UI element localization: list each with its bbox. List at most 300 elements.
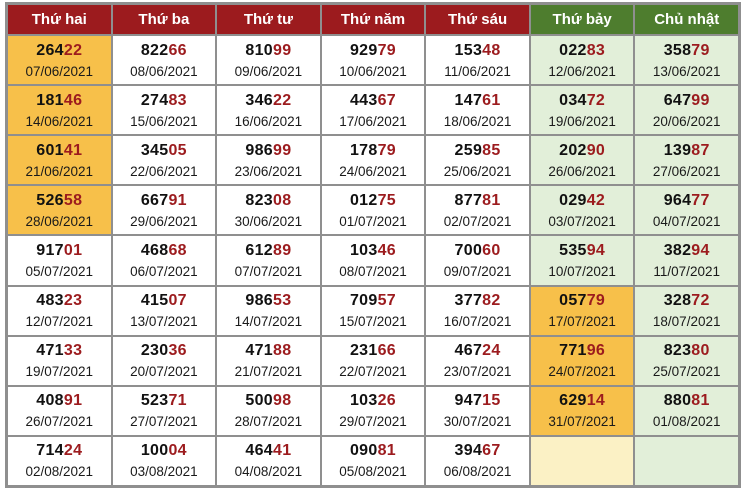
result-number — [36, 242, 82, 260]
result-date: 12/06/2021 — [548, 63, 616, 79]
number-head: 259 — [454, 141, 483, 159]
result-date: 12/07/2021 — [25, 314, 94, 330]
result-date: 05/07/2021 — [25, 263, 94, 279]
number-head: 377 — [454, 292, 483, 310]
result-number — [664, 142, 710, 160]
empty-cell — [635, 437, 738, 485]
result-number — [350, 392, 396, 410]
result-cell — [426, 437, 529, 485]
result-date: 19/06/2021 — [548, 113, 616, 129]
number-tail: 79 — [377, 41, 396, 59]
header-wed: Thứ tư — [217, 5, 320, 34]
number-head: 771 — [559, 342, 587, 360]
result-date: 08/07/2021 — [339, 263, 407, 279]
result-cell — [8, 236, 111, 284]
number-tail: 61 — [482, 91, 501, 109]
number-tail: 04 — [168, 442, 187, 460]
number-tail: 79 — [377, 141, 396, 159]
number-tail: 58 — [63, 191, 83, 209]
result-date: 01/07/2021 — [339, 213, 407, 229]
number-tail: 22 — [63, 41, 83, 59]
result-number — [664, 292, 710, 310]
number-head: 947 — [454, 392, 483, 410]
result-number — [559, 242, 605, 260]
result-number — [664, 42, 710, 60]
result-number — [141, 292, 187, 310]
number-head: 153 — [454, 41, 483, 59]
number-tail: 67 — [482, 442, 501, 460]
result-cell — [217, 86, 320, 134]
result-date: 02/07/2021 — [443, 213, 512, 229]
result-date: 10/07/2021 — [548, 263, 616, 279]
result-cell-highlighted — [531, 337, 634, 385]
result-date: 19/07/2021 — [25, 364, 94, 380]
result-cell — [635, 186, 738, 234]
number-tail: 99 — [691, 91, 710, 109]
result-cell — [531, 186, 634, 234]
number-tail: 79 — [691, 41, 710, 59]
result-date: 11/06/2021 — [444, 63, 511, 79]
result-number — [141, 342, 187, 360]
number-tail: 24 — [482, 342, 501, 360]
number-tail: 94 — [586, 241, 606, 259]
result-date: 25/07/2021 — [652, 364, 721, 380]
result-date: 07/06/2021 — [25, 63, 94, 79]
result-number — [455, 392, 501, 410]
number-head: 667 — [140, 191, 169, 209]
number-tail: 48 — [482, 41, 501, 59]
result-cell — [217, 236, 320, 284]
number-head: 057 — [559, 292, 587, 310]
number-head: 382 — [663, 241, 692, 259]
result-number — [245, 292, 291, 310]
number-head: 986 — [245, 292, 274, 310]
result-number — [455, 192, 501, 210]
result-number — [455, 442, 501, 460]
result-cell — [635, 136, 738, 184]
result-number — [455, 142, 501, 160]
result-number — [559, 142, 605, 160]
number-tail: 72 — [586, 91, 606, 109]
number-tail: 24 — [63, 442, 83, 460]
result-cell — [217, 387, 320, 435]
result-date: 10/06/2021 — [339, 63, 407, 79]
number-tail: 89 — [273, 241, 292, 259]
result-cell — [113, 136, 216, 184]
number-head: 467 — [454, 342, 483, 360]
number-tail: 87 — [691, 141, 710, 159]
number-head: 526 — [36, 191, 64, 209]
result-number — [36, 92, 82, 110]
result-number — [455, 342, 501, 360]
number-tail: 41 — [63, 141, 83, 159]
result-cell — [322, 136, 425, 184]
result-number — [664, 342, 710, 360]
number-tail: 53 — [273, 292, 292, 310]
number-head: 202 — [559, 141, 587, 159]
empty-cell — [531, 437, 634, 485]
number-head: 264 — [36, 41, 64, 59]
result-number — [141, 442, 187, 460]
result-cell — [426, 86, 529, 134]
result-date: 29/06/2021 — [130, 213, 198, 229]
header-fri: Thứ sáu — [426, 5, 529, 34]
result-cell — [531, 136, 634, 184]
number-tail: 91 — [168, 191, 187, 209]
result-date: 09/06/2021 — [234, 63, 303, 79]
result-cell — [635, 387, 738, 435]
result-date: 18/07/2021 — [652, 314, 721, 330]
result-date: 06/07/2021 — [130, 263, 198, 279]
result-number — [664, 242, 710, 260]
results-calendar-table — [5, 2, 741, 488]
result-date: 18/06/2021 — [443, 113, 512, 129]
number-head: 714 — [36, 442, 64, 460]
number-head: 443 — [349, 91, 378, 109]
number-tail: 75 — [377, 191, 396, 209]
number-head: 139 — [663, 141, 692, 159]
number-head: 178 — [349, 141, 378, 159]
result-cell — [322, 86, 425, 134]
result-number — [36, 42, 82, 60]
result-cell — [8, 387, 111, 435]
result-cell — [113, 86, 216, 134]
result-cell — [322, 186, 425, 234]
result-cell — [531, 36, 634, 84]
result-cell — [426, 36, 529, 84]
number-head: 647 — [663, 91, 692, 109]
number-head: 823 — [663, 342, 692, 360]
header-sun: Chủ nhật — [635, 5, 738, 34]
number-tail: 23 — [63, 292, 83, 310]
result-number — [36, 392, 82, 410]
result-cell — [217, 437, 320, 485]
number-tail: 71 — [168, 392, 187, 410]
result-date: 03/07/2021 — [548, 213, 616, 229]
number-head: 181 — [36, 91, 64, 109]
result-number — [141, 142, 187, 160]
result-date: 23/07/2021 — [443, 364, 512, 380]
number-head: 103 — [349, 392, 378, 410]
result-number — [455, 242, 501, 260]
number-tail: 42 — [586, 191, 606, 209]
number-head: 535 — [559, 241, 587, 259]
number-tail: 07 — [168, 292, 187, 310]
result-number — [664, 92, 710, 110]
result-cell — [426, 337, 529, 385]
number-head: 823 — [245, 191, 274, 209]
number-head: 022 — [559, 41, 587, 59]
number-tail: 05 — [168, 141, 187, 159]
number-tail: 88 — [273, 342, 292, 360]
result-number — [664, 392, 710, 410]
number-tail: 81 — [691, 392, 710, 410]
result-number — [664, 192, 710, 210]
number-tail: 33 — [63, 342, 83, 360]
number-tail: 82 — [482, 292, 501, 310]
result-number — [245, 242, 291, 260]
number-head: 147 — [454, 91, 483, 109]
result-date: 30/06/2021 — [234, 213, 303, 229]
result-date: 15/06/2021 — [130, 113, 198, 129]
number-tail: 60 — [482, 241, 501, 259]
number-head: 464 — [245, 442, 274, 460]
result-date: 22/07/2021 — [339, 364, 407, 380]
result-number — [350, 242, 396, 260]
number-head: 230 — [140, 342, 169, 360]
number-tail: 66 — [168, 41, 187, 59]
result-date: 01/08/2021 — [652, 414, 721, 430]
result-number — [455, 42, 501, 60]
result-cell — [113, 236, 216, 284]
result-cell — [8, 437, 111, 485]
number-tail: 14 — [586, 392, 606, 410]
number-tail: 36 — [168, 342, 187, 360]
number-head: 328 — [663, 292, 692, 310]
result-number — [455, 292, 501, 310]
number-head: 612 — [245, 241, 274, 259]
number-head: 917 — [36, 241, 64, 259]
result-cell — [322, 337, 425, 385]
result-cell — [322, 387, 425, 435]
result-date: 04/08/2021 — [234, 464, 303, 480]
result-date: 14/07/2021 — [234, 314, 303, 330]
result-number — [141, 42, 187, 60]
number-tail: 01 — [63, 241, 83, 259]
result-number — [350, 292, 396, 310]
number-tail: 83 — [168, 91, 187, 109]
result-date: 27/07/2021 — [130, 414, 198, 430]
result-date: 29/07/2021 — [339, 414, 407, 430]
number-head: 345 — [140, 141, 169, 159]
result-cell — [113, 437, 216, 485]
number-tail: 77 — [691, 191, 710, 209]
number-tail: 72 — [691, 292, 710, 310]
result-number — [36, 192, 82, 210]
number-head: 709 — [349, 292, 378, 310]
result-date: 24/06/2021 — [339, 163, 407, 179]
number-head: 700 — [454, 241, 483, 259]
number-head: 394 — [454, 442, 483, 460]
number-tail: 67 — [377, 91, 396, 109]
number-tail: 80 — [691, 342, 710, 360]
result-date: 28/06/2021 — [25, 213, 94, 229]
result-number — [245, 142, 291, 160]
result-number — [559, 392, 605, 410]
result-cell — [8, 287, 111, 335]
number-head: 822 — [140, 41, 169, 59]
result-cell — [635, 86, 738, 134]
number-head: 408 — [36, 392, 64, 410]
number-head: 100 — [140, 442, 169, 460]
number-tail: 68 — [168, 241, 187, 259]
result-date: 20/07/2021 — [130, 364, 198, 380]
result-date: 28/07/2021 — [234, 414, 303, 430]
number-tail: 66 — [377, 342, 396, 360]
result-cell — [531, 86, 634, 134]
result-date: 17/06/2021 — [339, 113, 407, 129]
result-cell-highlighted — [8, 86, 111, 134]
result-number — [350, 442, 396, 460]
number-tail: 57 — [377, 292, 396, 310]
result-cell — [322, 437, 425, 485]
number-tail: 41 — [273, 442, 292, 460]
header-thu: Thứ năm — [322, 5, 425, 34]
result-cell — [8, 337, 111, 385]
number-head: 012 — [349, 191, 378, 209]
result-date: 20/06/2021 — [652, 113, 721, 129]
result-number — [141, 392, 187, 410]
result-number — [245, 192, 291, 210]
result-cell-highlighted — [8, 186, 111, 234]
result-number — [245, 42, 291, 60]
result-number — [559, 342, 605, 360]
number-tail: 46 — [377, 241, 396, 259]
result-cell — [426, 236, 529, 284]
result-cell — [635, 36, 738, 84]
result-cell — [426, 186, 529, 234]
number-head: 090 — [349, 442, 378, 460]
result-date: 31/07/2021 — [548, 414, 616, 430]
result-number — [36, 342, 82, 360]
result-date: 04/07/2021 — [652, 213, 721, 229]
result-number — [350, 42, 396, 60]
result-date: 24/07/2021 — [548, 364, 616, 380]
result-number — [559, 292, 605, 310]
result-cell — [113, 186, 216, 234]
number-head: 468 — [140, 241, 169, 259]
result-number — [141, 242, 187, 260]
result-cell — [322, 36, 425, 84]
result-date: 13/07/2021 — [130, 314, 198, 330]
result-number — [350, 192, 396, 210]
result-number — [36, 292, 82, 310]
result-date: 08/06/2021 — [130, 63, 198, 79]
result-date: 23/06/2021 — [234, 163, 303, 179]
number-head: 880 — [663, 392, 692, 410]
result-cell — [635, 337, 738, 385]
result-cell — [426, 287, 529, 335]
result-date: 05/08/2021 — [339, 464, 407, 480]
number-head: 523 — [140, 392, 169, 410]
result-date: 26/07/2021 — [25, 414, 94, 430]
number-head: 483 — [36, 292, 64, 310]
result-date: 21/06/2021 — [25, 163, 94, 179]
result-date: 16/06/2021 — [234, 113, 303, 129]
number-tail: 46 — [63, 91, 83, 109]
result-number — [559, 92, 605, 110]
number-head: 929 — [349, 41, 378, 59]
result-cell — [113, 337, 216, 385]
result-number — [245, 442, 291, 460]
number-tail: 79 — [586, 292, 606, 310]
result-number — [350, 142, 396, 160]
number-tail: 96 — [586, 342, 606, 360]
result-number — [245, 342, 291, 360]
result-date: 03/08/2021 — [130, 464, 198, 480]
result-cell — [113, 287, 216, 335]
result-number — [141, 92, 187, 110]
result-cell — [217, 337, 320, 385]
number-head: 346 — [245, 91, 274, 109]
result-number — [245, 92, 291, 110]
result-number — [559, 192, 605, 210]
result-cell — [217, 186, 320, 234]
number-head: 415 — [140, 292, 169, 310]
number-tail: 26 — [377, 392, 396, 410]
result-date: 17/07/2021 — [548, 314, 616, 330]
result-date: 06/08/2021 — [443, 464, 512, 480]
result-cell — [531, 236, 634, 284]
result-cell — [113, 36, 216, 84]
number-tail: 08 — [273, 191, 292, 209]
number-head: 103 — [349, 241, 378, 259]
number-tail: 94 — [691, 241, 710, 259]
number-head: 601 — [36, 141, 64, 159]
result-cell — [426, 136, 529, 184]
number-head: 964 — [663, 191, 692, 209]
number-head: 034 — [559, 91, 587, 109]
result-date: 13/06/2021 — [652, 63, 721, 79]
result-date: 02/08/2021 — [25, 464, 94, 480]
result-date: 21/07/2021 — [234, 364, 303, 380]
number-tail: 15 — [482, 392, 501, 410]
number-tail: 98 — [273, 392, 292, 410]
result-date: 30/07/2021 — [443, 414, 512, 430]
result-date: 27/06/2021 — [652, 163, 721, 179]
result-number — [559, 42, 605, 60]
result-date: 09/07/2021 — [443, 263, 512, 279]
result-number — [245, 392, 291, 410]
header-mon: Thứ hai — [8, 5, 111, 34]
result-cell — [113, 387, 216, 435]
result-cell-highlighted — [531, 387, 634, 435]
result-cell — [426, 387, 529, 435]
number-head: 810 — [245, 41, 274, 59]
number-tail: 90 — [586, 141, 606, 159]
result-number — [36, 442, 82, 460]
result-number — [350, 342, 396, 360]
result-date: 26/06/2021 — [548, 163, 616, 179]
number-tail: 99 — [273, 141, 292, 159]
number-head: 029 — [559, 191, 587, 209]
number-head: 358 — [663, 41, 692, 59]
number-tail: 99 — [273, 41, 292, 59]
number-head: 877 — [454, 191, 483, 209]
number-tail: 81 — [482, 191, 501, 209]
result-cell-highlighted — [8, 36, 111, 84]
result-cell — [635, 236, 738, 284]
result-cell — [217, 36, 320, 84]
result-cell-highlighted — [531, 287, 634, 335]
result-cell — [322, 236, 425, 284]
number-head: 274 — [140, 91, 169, 109]
result-number — [141, 192, 187, 210]
result-cell — [635, 287, 738, 335]
number-tail: 22 — [273, 91, 292, 109]
number-head: 986 — [245, 141, 274, 159]
result-date: 15/07/2021 — [339, 314, 407, 330]
result-cell — [217, 136, 320, 184]
result-cell — [217, 287, 320, 335]
result-number — [350, 92, 396, 110]
number-head: 231 — [349, 342, 378, 360]
result-cell-highlighted — [8, 136, 111, 184]
result-date: 14/06/2021 — [25, 113, 94, 129]
result-date: 11/07/2021 — [653, 263, 720, 279]
result-date: 16/07/2021 — [443, 314, 512, 330]
result-cell — [322, 287, 425, 335]
